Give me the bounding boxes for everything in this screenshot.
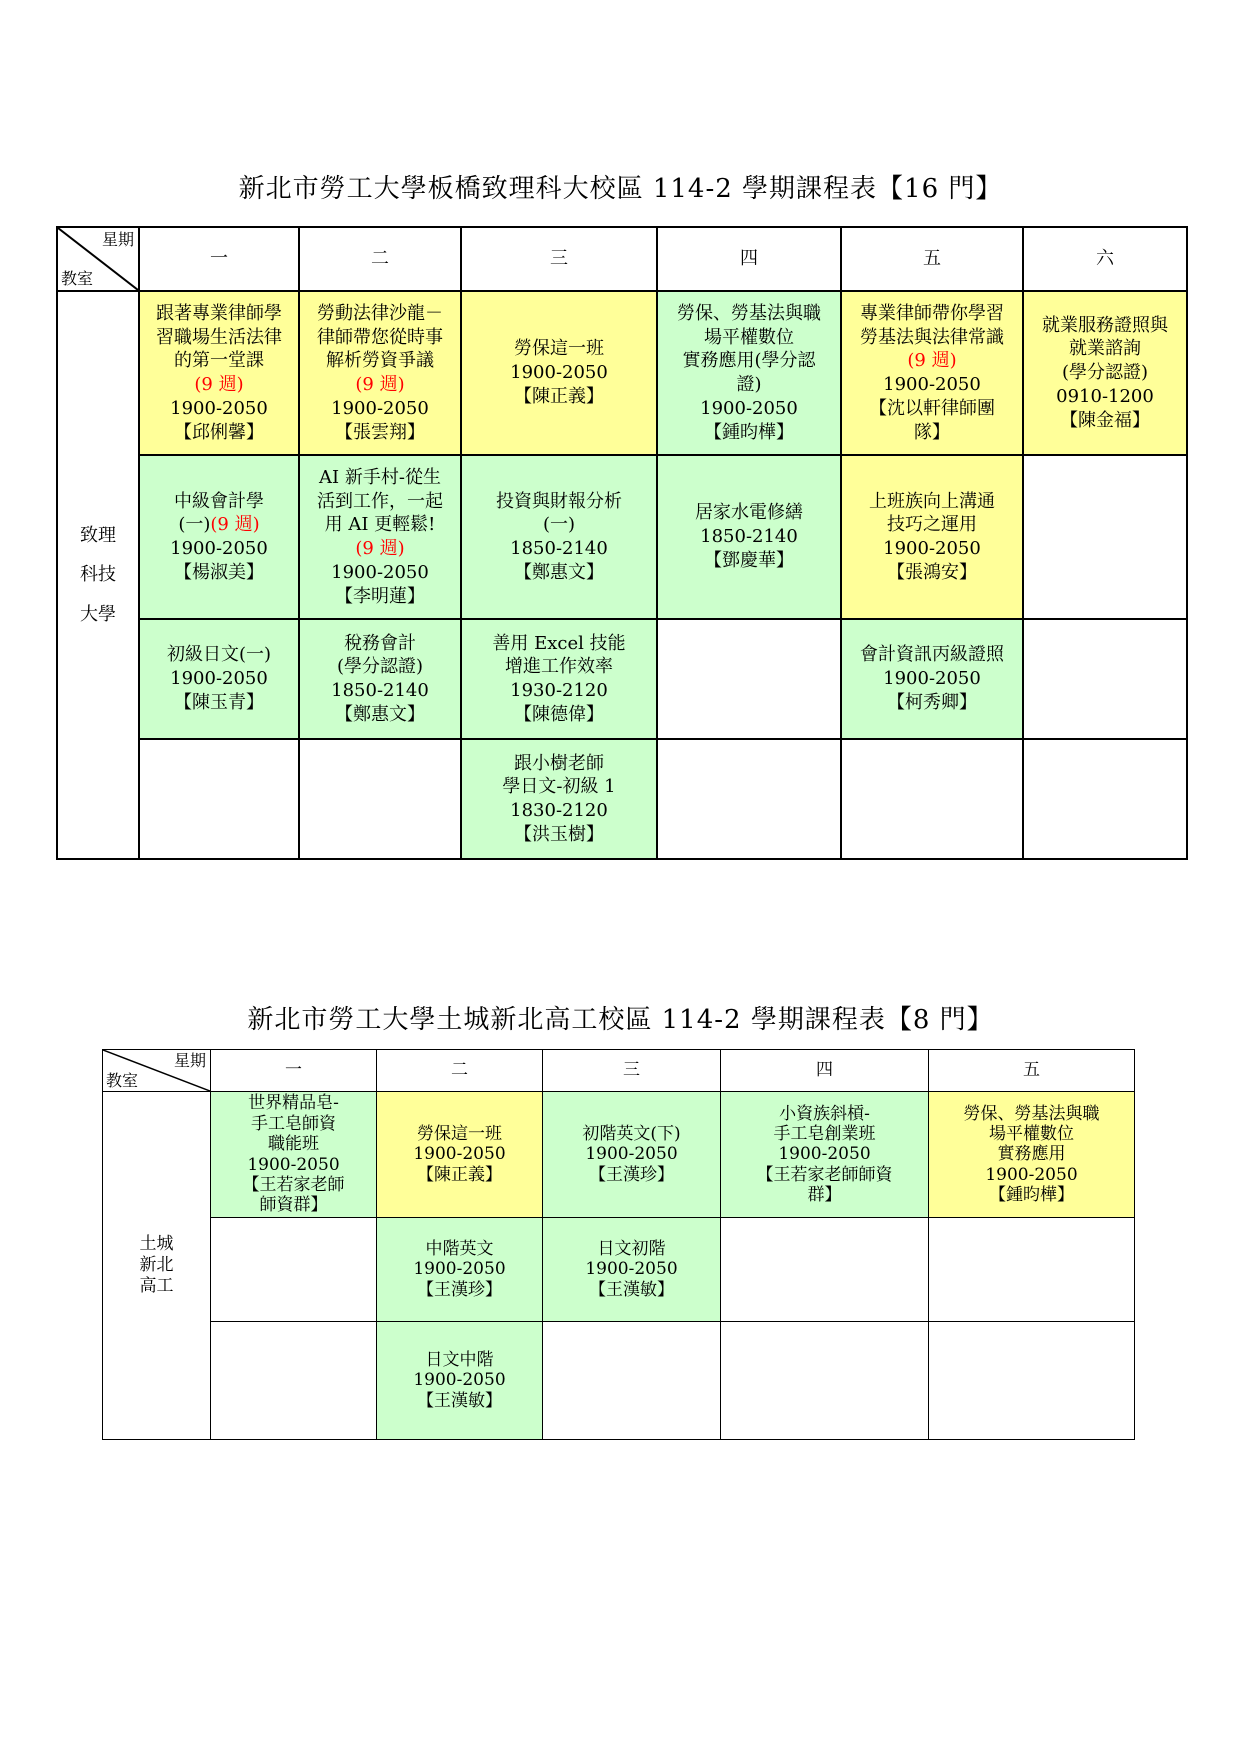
course-line: 跟小樹老師 bbox=[514, 752, 604, 774]
course-line: 【柯秀卿】 bbox=[887, 691, 977, 713]
course-line: 【鄭惠文】 bbox=[335, 703, 425, 725]
course-line: (9 週) bbox=[907, 350, 957, 372]
room-name-line: 科技 bbox=[80, 564, 116, 586]
empty-cell bbox=[721, 1322, 929, 1440]
course-cell bbox=[299, 455, 461, 619]
course-line: AI 新手村-從生 bbox=[319, 466, 441, 488]
day-header-wed: 三 bbox=[461, 227, 657, 291]
header-row bbox=[103, 1050, 1135, 1092]
course-line: 【王漢敏】 bbox=[417, 1390, 502, 1411]
course-line: 師資群】 bbox=[259, 1195, 328, 1216]
course-line: 世界精品皂- bbox=[248, 1093, 339, 1114]
course-line: 【王若家老師師資 bbox=[756, 1164, 893, 1185]
course-line: 的第一堂課 bbox=[174, 350, 264, 372]
course-line: 【王漢珍】 bbox=[589, 1164, 674, 1185]
course-line: 【王若家老師 bbox=[242, 1174, 345, 1195]
course-line: 善用 Excel 技能 bbox=[492, 632, 626, 654]
course-line: 勞保、勞基法與職 bbox=[677, 302, 821, 324]
course-line: 上班族向上溝通 bbox=[869, 490, 995, 512]
course-cell bbox=[139, 455, 299, 619]
course-cell bbox=[721, 1092, 929, 1218]
course-line: 職能班 bbox=[268, 1134, 319, 1155]
course-line: 【楊淑美】 bbox=[174, 561, 264, 583]
course-line: 日文初階 bbox=[597, 1238, 666, 1259]
course-cell bbox=[377, 1218, 543, 1322]
course-line: 勞保這一班 bbox=[417, 1123, 502, 1144]
day-header-mon: 一 bbox=[139, 227, 299, 291]
course-cell bbox=[543, 1218, 721, 1322]
empty-cell bbox=[543, 1322, 721, 1440]
course-line: 【鄧慶華】 bbox=[704, 549, 794, 571]
room-cell bbox=[103, 1092, 211, 1440]
course-line: 會計資訊丙級證照 bbox=[860, 644, 1004, 666]
course-line: 專業律師帶你學習 bbox=[860, 302, 1004, 324]
course-line: 【洪玉樹】 bbox=[514, 823, 604, 845]
empty-cell bbox=[139, 739, 299, 859]
course-line: 實務應用(學分認 bbox=[682, 350, 816, 372]
course-line: (一)(9 週) bbox=[178, 514, 260, 536]
course-cell bbox=[461, 291, 657, 455]
course-line: 【鄭惠文】 bbox=[514, 561, 604, 583]
course-line: 【張雲翔】 bbox=[335, 421, 425, 443]
course-cell bbox=[1023, 291, 1187, 455]
course-line: 1900-2050 bbox=[331, 561, 429, 583]
course-line: 稅務會計 bbox=[344, 632, 416, 654]
course-line: 學日文-初級 1 bbox=[502, 776, 616, 798]
empty-cell bbox=[929, 1218, 1135, 1322]
day-header-sat: 六 bbox=[1023, 227, 1187, 291]
corner-day-label: 星期 bbox=[173, 1051, 206, 1070]
course-line: 手工皂師資 bbox=[251, 1113, 336, 1134]
course-line: 場平權數位 bbox=[704, 326, 794, 348]
course-cell bbox=[299, 619, 461, 739]
course-line: 【王漢珍】 bbox=[417, 1279, 502, 1300]
course-line: 活到工作，一起 bbox=[317, 490, 443, 512]
course-cell bbox=[461, 619, 657, 739]
course-line: 【陳玉青】 bbox=[174, 691, 264, 713]
course-line: 勞保這一班 bbox=[514, 338, 604, 360]
course-cell bbox=[657, 291, 841, 455]
course-line: 初級日文(一) bbox=[166, 644, 272, 666]
course-line: 投資與財報分析 bbox=[496, 490, 622, 512]
course-line: 【張鴻安】 bbox=[887, 561, 977, 583]
course-line: 1830-2120 bbox=[510, 800, 608, 821]
course-row bbox=[103, 1092, 1135, 1218]
course-line: (學分認證) bbox=[336, 656, 424, 678]
course-cell bbox=[929, 1092, 1135, 1218]
course-line: 1900-2050 bbox=[883, 538, 981, 559]
course-line: 解析勞資爭議 bbox=[326, 350, 434, 372]
course-row bbox=[57, 291, 1187, 455]
room-name-line: 大學 bbox=[80, 603, 116, 625]
empty-cell bbox=[721, 1218, 929, 1322]
course-line: 中階英文 bbox=[425, 1238, 494, 1259]
day-header-mon: 一 bbox=[211, 1050, 377, 1092]
day-header-thu: 四 bbox=[657, 227, 841, 291]
empty-cell bbox=[929, 1322, 1135, 1440]
course-line: 實務應用 bbox=[997, 1144, 1066, 1165]
course-line: 【陳正義】 bbox=[417, 1164, 502, 1185]
course-line: 1900-2050 bbox=[170, 397, 268, 419]
room-name-line: 土城 bbox=[139, 1233, 174, 1254]
corner-cell bbox=[103, 1050, 211, 1092]
course-line: 證) bbox=[736, 374, 762, 395]
room-name-line: 新北 bbox=[139, 1254, 174, 1275]
course-line: 【李明蓮】 bbox=[335, 585, 425, 607]
schedule1-table bbox=[56, 226, 1188, 860]
course-cell bbox=[139, 619, 299, 739]
course-line: 1900-2050 bbox=[413, 1144, 506, 1165]
course-line: 技巧之運用 bbox=[887, 514, 977, 536]
course-line: 隊】 bbox=[914, 421, 950, 443]
course-line: 1850-2140 bbox=[510, 538, 608, 559]
course-line: 1850-2140 bbox=[700, 526, 798, 548]
course-row bbox=[57, 739, 1187, 859]
course-line: 0910-1200 bbox=[1056, 385, 1154, 407]
course-line: (一) bbox=[542, 514, 576, 536]
course-line: 場平權數位 bbox=[989, 1123, 1074, 1144]
day-header-fri: 五 bbox=[929, 1050, 1135, 1092]
course-line: 勞基法與法律常識 bbox=[860, 326, 1004, 348]
course-cell bbox=[211, 1092, 377, 1218]
room-cell bbox=[57, 291, 139, 859]
course-line: 勞動法律沙龍－ bbox=[317, 302, 443, 324]
empty-cell bbox=[1023, 739, 1187, 859]
course-line: 1900-2050 bbox=[585, 1144, 678, 1165]
course-line: 1900-2050 bbox=[700, 397, 798, 419]
course-line: 【邱俐馨】 bbox=[174, 421, 264, 443]
course-line: 1900-2050 bbox=[170, 668, 268, 690]
course-cell bbox=[841, 455, 1023, 619]
course-line: 用 AI 更輕鬆! bbox=[324, 514, 436, 536]
course-line: 習職場生活法律 bbox=[156, 326, 282, 348]
course-line: 1900-2050 bbox=[585, 1259, 678, 1280]
course-line: 【王漢敏】 bbox=[589, 1279, 674, 1300]
empty-cell bbox=[211, 1322, 377, 1440]
course-line: 就業服務證照與 bbox=[1042, 314, 1168, 336]
schedule1-title: 新北市勞工大學板橋致理科大校區 114-2 學期課程表【16 門】 bbox=[238, 174, 1003, 204]
course-cell bbox=[841, 619, 1023, 739]
course-cell bbox=[377, 1322, 543, 1440]
room-name-line: 高工 bbox=[139, 1276, 174, 1297]
course-cell bbox=[299, 291, 461, 455]
course-line: (9 週) bbox=[194, 374, 244, 395]
course-line: 1900-2050 bbox=[247, 1154, 340, 1175]
course-line: 群】 bbox=[807, 1185, 842, 1206]
day-header-fri: 五 bbox=[841, 227, 1023, 291]
day-header-tue: 二 bbox=[299, 227, 461, 291]
course-line: 跟著專業律師學 bbox=[156, 302, 282, 324]
course-line: 初階英文(下) bbox=[582, 1123, 681, 1144]
course-line: 【陳德偉】 bbox=[514, 703, 604, 725]
course-line: 勞保、勞基法與職 bbox=[963, 1103, 1100, 1124]
course-line: 日文中階 bbox=[425, 1349, 494, 1370]
empty-cell bbox=[657, 619, 841, 739]
course-row bbox=[57, 619, 1187, 739]
course-line: 就業諮詢 bbox=[1069, 338, 1141, 360]
empty-cell bbox=[841, 739, 1023, 859]
course-line: 1900-2050 bbox=[170, 538, 268, 559]
course-row bbox=[103, 1218, 1135, 1322]
corner-day-label: 星期 bbox=[101, 230, 134, 249]
course-line: 【沈以軒律師團 bbox=[869, 397, 995, 419]
day-header-tue: 二 bbox=[377, 1050, 543, 1092]
schedule2-title: 新北市勞工大學土城新北高工校區 114-2 學期課程表【8 門】 bbox=[247, 1005, 994, 1035]
course-line: 居家水電修繕 bbox=[695, 502, 803, 524]
course-line: (9 週) bbox=[355, 374, 405, 395]
course-line: 1900-2050 bbox=[778, 1144, 871, 1165]
day-header-wed: 三 bbox=[543, 1050, 721, 1092]
empty-cell bbox=[1023, 455, 1187, 619]
course-line: 1850-2140 bbox=[331, 680, 429, 701]
course-cell bbox=[543, 1092, 721, 1218]
day-header-thu: 四 bbox=[721, 1050, 929, 1092]
course-line: 1900-2050 bbox=[413, 1259, 506, 1280]
course-line: 1900-2050 bbox=[985, 1164, 1078, 1185]
course-row bbox=[103, 1322, 1135, 1440]
corner-room-label: 教室 bbox=[61, 268, 94, 288]
empty-cell bbox=[657, 739, 841, 859]
course-line: 1900-2050 bbox=[331, 397, 429, 419]
course-line: (學分認證) bbox=[1061, 362, 1149, 384]
course-line: 律師帶您從時事 bbox=[317, 326, 443, 348]
course-line: 手工皂創業班 bbox=[773, 1123, 876, 1144]
course-line: 中級會計學 bbox=[174, 490, 264, 512]
course-cell bbox=[657, 455, 841, 619]
course-line: 【鍾昀樺】 bbox=[989, 1185, 1074, 1206]
corner-room-label: 教室 bbox=[106, 1070, 139, 1090]
room-name-line: 致理 bbox=[80, 524, 116, 546]
course-cell bbox=[461, 739, 657, 859]
course-cell bbox=[139, 291, 299, 455]
course-line: (9 週) bbox=[355, 538, 405, 559]
course-line: 1900-2050 bbox=[510, 362, 608, 384]
course-line: 1930-2120 bbox=[510, 680, 608, 701]
empty-cell bbox=[299, 739, 461, 859]
course-cell bbox=[461, 455, 657, 619]
course-line: 【鍾昀樺】 bbox=[704, 421, 794, 443]
course-row bbox=[57, 455, 1187, 619]
corner-cell bbox=[57, 227, 139, 291]
course-cell bbox=[377, 1092, 543, 1218]
empty-cell bbox=[1023, 619, 1187, 739]
course-line: 增進工作效率 bbox=[505, 656, 613, 678]
course-line: 小資族斜槓- bbox=[779, 1103, 870, 1124]
empty-cell bbox=[211, 1218, 377, 1322]
course-cell bbox=[841, 291, 1023, 455]
course-line: 1900-2050 bbox=[883, 374, 981, 395]
course-line: 1900-2050 bbox=[883, 668, 981, 690]
course-line: 【陳金福】 bbox=[1060, 409, 1150, 431]
course-line: 【陳正義】 bbox=[514, 385, 604, 407]
course-line: 1900-2050 bbox=[413, 1370, 506, 1391]
header-row bbox=[57, 227, 1187, 291]
schedule2-table bbox=[102, 1049, 1135, 1440]
